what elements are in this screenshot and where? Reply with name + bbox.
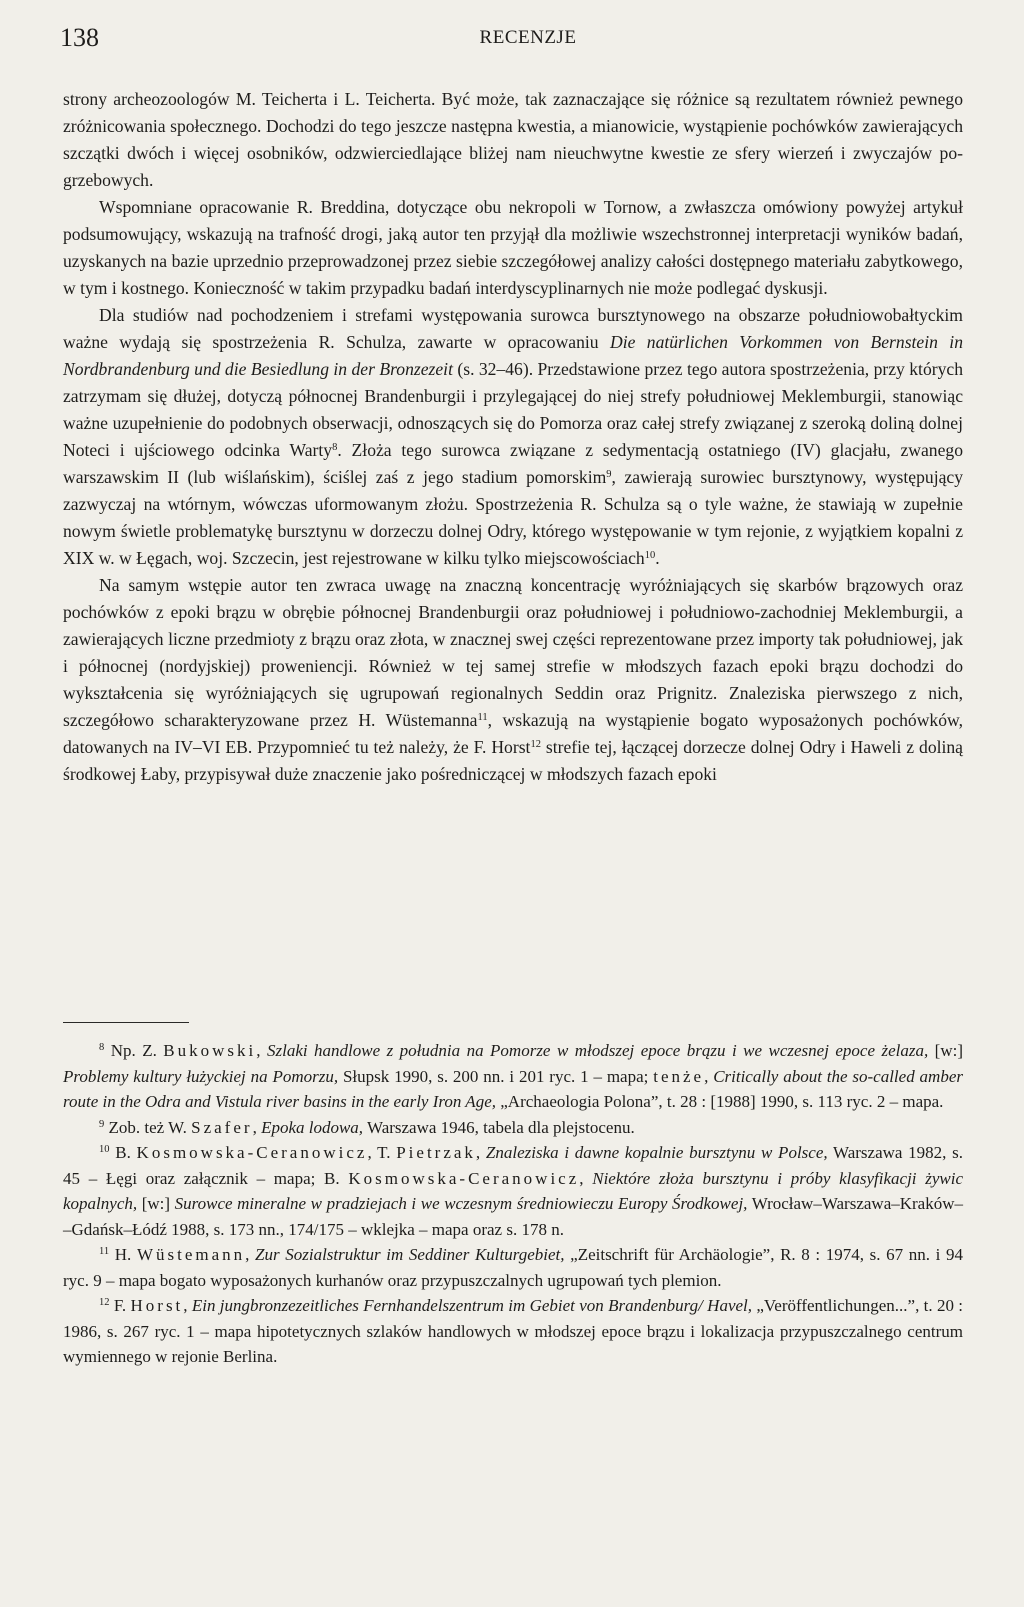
page-header bbox=[60, 20, 960, 56]
footnote-text: , bbox=[475, 1143, 486, 1162]
footnote-number: 10 bbox=[99, 1144, 110, 1155]
footnote-text: Wrocław–Warszawa–Kraków– –Gdańsk–Łódź 1988, s. 173 nn., 174/175 – wklejka – mapa oraz s. 178 n. bbox=[63, 1194, 964, 1239]
footnote-ref-10[interactable]: 10 bbox=[644, 550, 656, 561]
paragraph-2 bbox=[63, 194, 963, 302]
footnote-text: Zob. też W. bbox=[108, 1117, 192, 1137]
paragraph-3 bbox=[63, 302, 963, 572]
footnotes bbox=[63, 1038, 963, 1370]
running-title: RECENZJE bbox=[479, 27, 577, 48]
paragraph-text: Na samym wstępie autor ten zwraca uwagę na znaczną koncentrację wyróżniających się skarbów brązowych oraz pochówków z epoki brązu w obrębie północnej Brandenburgii oraz południowej i południowo-zachodniej Meklemburgii, a zawierających liczne przedmioty z brązu oraz złota, w znacznej swej części reprezentowane przez importy tak południowej, jak i północnej (nordyjskiej) proweniencji. Również w tej samej strefie w młodszych fazach epoki brązu dochodzi do wykształcenia się wyróżniających się ugrupowań regionalnych Seddin oraz Prignitz. Znaleziska pierwszego z nich, szczegółowo scharakteryzowane przez H. Wüstemanna bbox=[63, 575, 963, 730]
footnote-ref-8[interactable]: 8 bbox=[332, 442, 338, 453]
author-name: Szafer bbox=[191, 1117, 253, 1137]
work-title: Die natürlichen Vorkommen von Bernstein in Nordbrandenburg und die Besiedlung in der Bronzezeit bbox=[63, 332, 963, 379]
footnote-text: , bbox=[245, 1245, 256, 1264]
footnote-text: [w:] bbox=[928, 1041, 963, 1060]
work-title: Problemy kultury łużyckiej na Pomorzu, bbox=[63, 1066, 339, 1086]
footnote-number: 9 bbox=[99, 1118, 105, 1130]
footnote-text: , bbox=[256, 1041, 267, 1060]
work-title: Szlaki handlowe z południa na Pomorze w młodszej epoce brązu i we wczesnej epoce żelaza, bbox=[266, 1041, 929, 1060]
footnote-10 bbox=[63, 1140, 963, 1242]
footnote-8 bbox=[63, 1038, 963, 1115]
footnote-text: , bbox=[252, 1117, 262, 1137]
paragraph-text: . Złoża tego surowca związane z sedymentacją ostatniego (IV) glacjału, zwanego warszawskim II (lub wiślańskim), ściślej zaś z jego stadium pomorskim bbox=[63, 440, 964, 487]
footnote-text: Warszawa 1946, tabela dla plejstocenu. bbox=[363, 1117, 635, 1137]
footnote-text: F. bbox=[113, 1296, 131, 1315]
main-text bbox=[63, 86, 963, 788]
page-number: 138 bbox=[60, 23, 99, 52]
footnote-text: „Zeitschrift für Archäologie”, R. 8 : 1974, s. 67 nn. i 94 ryc. 9 – mapa bogato wyposażonych kurhanów oraz przypuszczalnych ugrupowań tych plemion. bbox=[63, 1245, 964, 1290]
work-title: Niektóre złoża bursztynu i próby klasyfikacji żywic kopalnych, bbox=[63, 1168, 964, 1213]
footnote-11 bbox=[63, 1242, 963, 1293]
work-title: Znaleziska i dawne kopalnie bursztynu w Polsce, bbox=[485, 1143, 828, 1162]
footnote-text: [w:] bbox=[137, 1194, 175, 1213]
author-name: Kosmowska-Ceranowicz bbox=[136, 1143, 368, 1162]
author-name: tenże bbox=[653, 1066, 705, 1086]
paragraph-4 bbox=[63, 572, 963, 788]
author-name: Bukowski bbox=[163, 1041, 257, 1060]
footnote-number: 8 bbox=[99, 1042, 105, 1053]
author-name: Wüstemann bbox=[136, 1245, 246, 1264]
footnote-text: „Archaeologia Polona”, t. 28 : [1988] 1990, s. 113 ryc. 2 – mapa. bbox=[496, 1092, 944, 1111]
footnote-text: , bbox=[183, 1296, 192, 1315]
paragraph-text: strefie tej, łączącej dorzecze dolnej Odry i Haweli z doliną środkowej Łaby, przypisywał duże znaczenie jako pośredniczącej w młodszych fazach epoki bbox=[63, 737, 963, 784]
footnote-text: , T. bbox=[367, 1143, 397, 1162]
footnote-text: Np. Z. bbox=[110, 1041, 164, 1060]
footnote-text: Warszawa 1982, s. 45 – Łęgi oraz załącznik – mapa; B. bbox=[63, 1143, 964, 1188]
paragraph-text: Dla studiów nad pochodzeniem i strefami występowania surowca bursztynowego na obszarze południowobałtyckim ważne wydają się spostrzeżenia R. Schulza, zawarte w opracowaniu bbox=[63, 305, 963, 352]
footnote-text: , bbox=[704, 1066, 714, 1086]
paragraph-text: strony archeozoologów M. Teicherta i L. Teicherta. Być może, tak zaznaczające się różnice są rezultatem również pewnego zróżnicowania społecznego. Dochodzi do tego jeszcze następna kwestia, a mianowicie, wystąpienie pochówków zawierających szczątki dwóch i więcej osobników, odzwierciedlające bliżej nam nieuchwytne kwestie ze sfery wierzeń i zwyczajów pogrzebowych. bbox=[63, 89, 963, 190]
work-title: Ein jungbronzezeitliches Fernhandelszentrum im Gebiet von Brandenburg/ Havel, bbox=[191, 1296, 753, 1315]
author-name: Kosmowska-Ceranowicz bbox=[348, 1168, 580, 1188]
footnote-text: H. bbox=[114, 1245, 137, 1264]
footnote-text: Słupsk 1990, s. 200 nn. i 201 ryc. 1 – mapa; bbox=[338, 1066, 654, 1086]
footnote-text: „Veröffentlichungen...”, t. 20 : 1986, s. 267 ryc. 1 – mapa hipotetycznych szlaków handlowych w młodszej epoce brązu i lokalizacja przypuszczalnego centrum wymiennego w rejonie Berlina. bbox=[63, 1296, 964, 1366]
author-name: Pietrzak bbox=[396, 1143, 476, 1162]
paragraph-text: (s. 32–46). Przedstawione przez tego autora spostrzeżenia, przy których zatrzymam się dłużej, dotyczą północnej Brandenburgii i przylegającej do niej strefy południowej Meklemburgii, stanowiąc ważne uzupełnienie do podobnych obserwacji, odnoszących się do Pomorza oraz całej strefy związanej z szeroką doliną dolnej Noteci i ujściowego odcinka Warty bbox=[63, 359, 963, 460]
paragraph-text: . bbox=[655, 548, 660, 568]
footnote-number: 12 bbox=[99, 1297, 110, 1308]
work-title: Surowce mineralne w pradziejach i we wczesnym średniowieczu Europy Środkowej, bbox=[174, 1194, 748, 1213]
footnote-ref-12[interactable]: 12 bbox=[530, 739, 541, 750]
paragraph-1 bbox=[63, 86, 963, 194]
work-title: Zur Sozialstruktur im Seddiner Kulturgebiet, bbox=[255, 1245, 565, 1264]
paragraph-text: , wskazują na wystąpienie bogato wyposażonych pochówków, datowanych na IV–VI EB. Przypomnieć tu też należy, że F. Horst bbox=[63, 710, 963, 757]
footnote-ref-9[interactable]: 9 bbox=[606, 469, 612, 480]
footnote-9 bbox=[63, 1115, 963, 1141]
work-title: Epoka lodowa, bbox=[261, 1117, 364, 1137]
paragraph-text: Wspomniane opracowanie R. Breddina, dotyczące obu nekropoli w Tornow, a zwłaszcza omówiony powyżej artykuł podsumowujący, wskazują na trafność drogi, jaką autor ten przyjął dla możliwie wszechstronnej interpretacji wyników badań, uzyskanych na bazie uprzednio przeprowadzonej przez siebie szczegółowej analizy całości dostępnego materiału zabytkowego, w tym i kostnego. Konieczność w takim przypadku badań interdyscyplinarnych nie może podlegać dyskusji. bbox=[63, 197, 963, 298]
footnote-separator bbox=[63, 1022, 189, 1023]
author-name: Horst bbox=[130, 1296, 184, 1315]
footnote-text: B. bbox=[115, 1143, 137, 1162]
paragraph-text: , zawierają surowiec bursztynowy, występujący zazwyczaj na wtórnym, wówczas uformowanym złożu. Spostrzeżenia R. Schulza są o tyle ważne, że stawiają w zupełnie nowym świetle problematykę bursztynu w dorzeczu dolnej Odry, którego występowanie w tym rejonie, z wyjątkiem kopalni z XIX w. w Łęgach, woj. Szczecin, jest rejestrowane w kilku tylko miejscowościach bbox=[63, 467, 963, 568]
footnote-number: 11 bbox=[99, 1246, 110, 1257]
footnote-ref-11[interactable]: 11 bbox=[477, 712, 488, 723]
work-title: Critically about the so-called amber route in the Odra and Vistula river basins in the early Iron Age, bbox=[63, 1066, 963, 1111]
footnote-text: , bbox=[579, 1168, 593, 1188]
footnote-12 bbox=[63, 1293, 963, 1370]
